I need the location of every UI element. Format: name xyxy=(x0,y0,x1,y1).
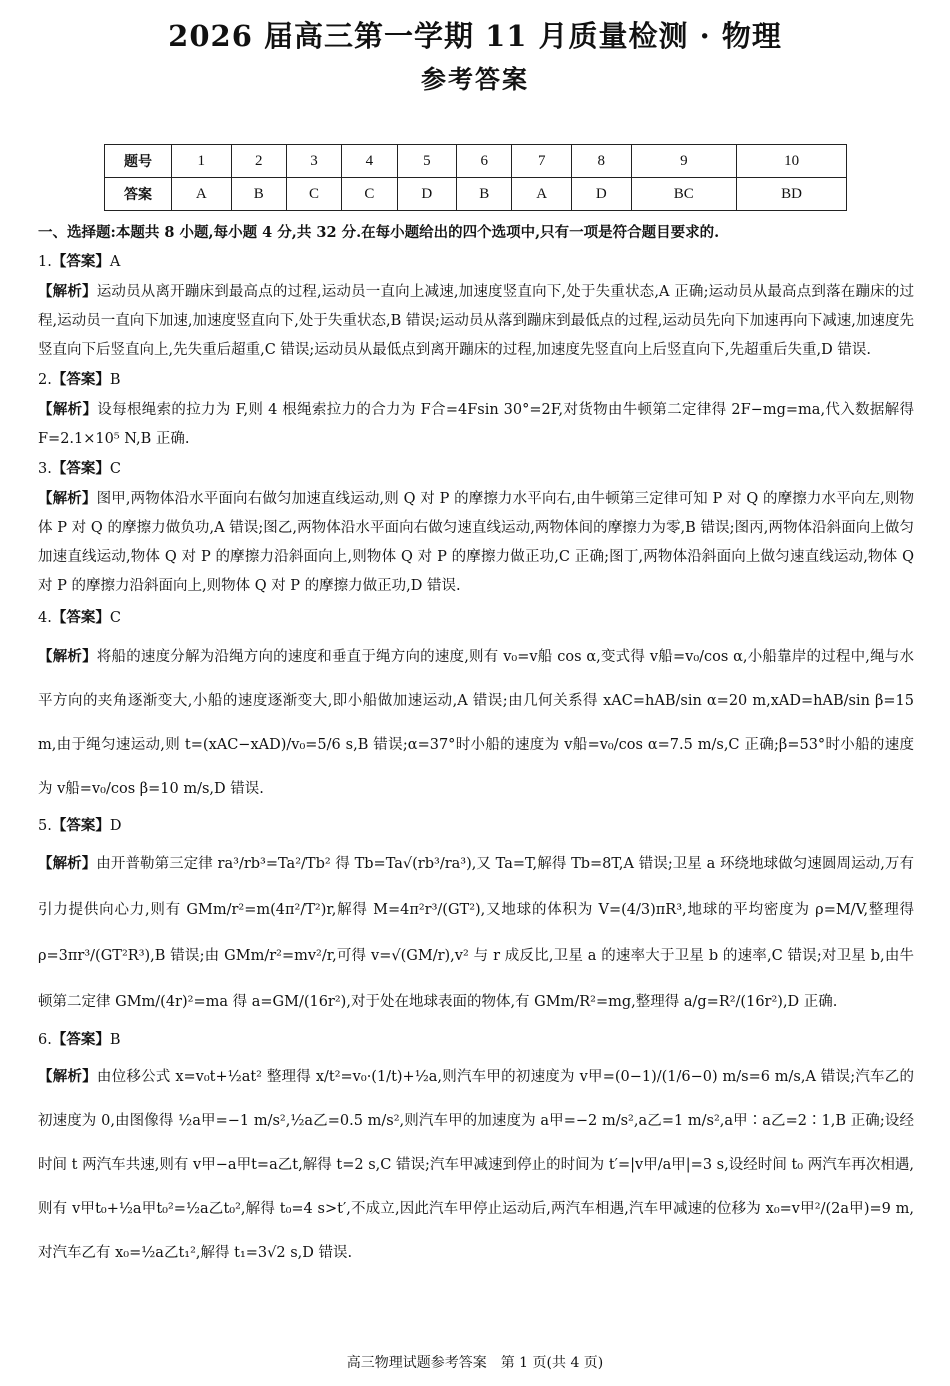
answer-tag: 【答案】 xyxy=(51,253,110,270)
explanation-tag: 【解析】 xyxy=(38,648,97,665)
table-cell: C xyxy=(342,178,397,211)
answer-line xyxy=(38,365,914,395)
question-block-1 xyxy=(38,247,914,365)
question-block-5 xyxy=(38,811,914,1025)
table-cell: A xyxy=(172,178,232,211)
table-cell: 7 xyxy=(512,145,572,178)
answer-value: B xyxy=(109,1032,121,1048)
row-label-answer: 答案 xyxy=(105,178,172,211)
answer-value: C xyxy=(109,610,121,626)
table-cell: 10 xyxy=(737,145,847,178)
page-subtitle: 参考答案 xyxy=(420,65,529,94)
answer-tag: 【答案】 xyxy=(51,817,110,834)
answer-value: A xyxy=(109,254,121,270)
answer-tag: 【答案】 xyxy=(51,460,110,477)
section-heading: 一、选择题:本题共 8 小题,每小题 4 分,共 32 分.在每小题给出的四个选项中,只有一项是符合题目要求的. xyxy=(38,224,720,241)
table-cell: B xyxy=(457,178,512,211)
explanation-tag: 【解析】 xyxy=(38,283,97,300)
question-number: 5. xyxy=(38,818,52,834)
explanation-text: 设每根绳索的拉力为 F,则 4 根绳索拉力的合力为 F合=4Fsin 30°=2F,对货物由牛顿第二定律得 2F−mg=ma,代入数据解得 F=2.1×10⁵ N,B 正确. xyxy=(38,402,914,447)
document-body xyxy=(38,218,914,1275)
table-cell: D xyxy=(571,178,631,211)
explanation xyxy=(38,1055,914,1275)
explanation-tag: 【解析】 xyxy=(38,401,98,418)
explanation xyxy=(38,484,914,601)
question-number: 1. xyxy=(38,254,52,270)
answer-line xyxy=(38,601,914,635)
question-block-2 xyxy=(38,365,914,454)
question-block-4 xyxy=(38,601,914,811)
answer-table-row-numbers xyxy=(105,145,847,178)
explanation-tag: 【解析】 xyxy=(38,490,97,507)
table-cell: C xyxy=(286,178,341,211)
table-cell: 5 xyxy=(397,145,457,178)
table-cell: A xyxy=(512,178,572,211)
question-number: 6. xyxy=(38,1032,52,1048)
answer-value: D xyxy=(109,818,122,834)
explanation-text: 运动员从离开蹦床到最高点的过程,运动员一直向上减速,加速度竖直向下,处于失重状态,A 正确;运动员从最高点到落在蹦床的过程,运动员一直向下加速,加速度竖直向下,处于失重状态,B 错误;运动员从落到蹦床到最低点的过程,运动员先向下加速再向下减速,加速度先竖直向下后竖直向上,先失重后超重,C 错误;运动员从最低点到离开蹦床的过程,加速度先竖直向上后竖直向下,先超重后失重,D 错误. xyxy=(38,284,914,358)
answer-line xyxy=(38,811,914,841)
answer-table-row-answers xyxy=(105,178,847,211)
answer-line xyxy=(38,1025,914,1055)
explanation-tag: 【解析】 xyxy=(38,1068,97,1085)
question-number: 3. xyxy=(38,461,52,477)
table-cell: 9 xyxy=(631,145,737,178)
answer-value: B xyxy=(109,372,121,388)
row-label-number: 题号 xyxy=(105,145,172,178)
answer-tag: 【答案】 xyxy=(51,609,110,626)
table-cell: 3 xyxy=(286,145,341,178)
question-number: 2. xyxy=(38,372,52,388)
table-cell: BD xyxy=(737,178,847,211)
answer-line xyxy=(38,454,914,484)
table-cell: 4 xyxy=(342,145,397,178)
page-footer: 高三物理试题参考答案 第 1 页(共 4 页) xyxy=(346,1355,604,1371)
explanation-text: 由开普勒第三定律 ra³/rb³=Ta²/Tb² 得 Tb=Ta√(rb³/ra³),又 Ta=T,解得 Tb=8T,A 错误;卫星 a 环绕地球做匀速圆周运动,万有引力提供向心力,则有 GMm/r²=m(4π²/T²)r,解得 M=4π²r³/(GT²),又地球的体积为 V=(4/3)πR³,地球的平均密度为 ρ=M/V,整理得 ρ=3πr³/(GT²R³),B 错误;由 GMm/r²=mv²/r,可得 v=√(GM/r),v² 与 r 成反比,卫星 a 的速率大于卫星 b 的速率,C 错误;对卫星 b,由牛顿第二定律 GMm/(4r)²=ma 得 a=GM/(16r²),对于处在地球表面的物体,有 GMm/R²=mg,整理得 a/g=R²/(16r²),D 正确. xyxy=(38,856,915,1010)
question-block-6 xyxy=(38,1025,914,1275)
question-block-3 xyxy=(38,454,914,601)
table-cell: 8 xyxy=(571,145,631,178)
explanation xyxy=(38,635,914,811)
explanation xyxy=(38,841,914,1025)
answer-tag: 【答案】 xyxy=(51,1031,110,1048)
answer-table xyxy=(104,144,847,211)
table-cell: D xyxy=(397,178,457,211)
answer-value: C xyxy=(109,461,121,477)
table-cell: 2 xyxy=(231,145,286,178)
table-cell: 6 xyxy=(457,145,512,178)
explanation xyxy=(38,277,914,365)
page-title: 2026 届高三第一学期 11 月质量检测 · 物理 xyxy=(168,19,782,53)
table-cell: B xyxy=(231,178,286,211)
answer-tag: 【答案】 xyxy=(51,371,110,388)
answer-line xyxy=(38,247,914,277)
explanation-tag: 【解析】 xyxy=(38,855,97,872)
question-number: 4. xyxy=(38,610,52,626)
table-cell: BC xyxy=(631,178,737,211)
explanation-text: 由位移公式 x=v₀t+½at² 整理得 x/t²=v₀·(1/t)+½a,则汽车甲的初速度为 v甲=(0−1)/(1/6−0) m/s=6 m/s,A 错误;汽车乙的初速度为 0,由图像得 ½a甲=−1 m/s²,½a乙=0.5 m/s²,则汽车甲的加速度为 a甲=−2 m/s²,a乙=1 m/s²,a甲∶a乙=2∶1,B 正确;设经时间 t 两汽车共速,则有 v甲−a甲t=a乙t,解得 t=2 s,C 错误;汽车甲减速到停止的时间为 t′=|v甲/a甲|=3 s,设经时间 t₀ 两汽车再次相遇,则有 v甲t₀+½a甲t₀²=½a乙t₀²,解得 t₀=4 s>t′,不成立,因此汽车甲停止运动后,两汽车相遇,汽车甲减速的位移为 x₀=v甲²/(2a甲)=9 m,对汽车乙有 x₀=½a乙t₁²,解得 t₁=3√2 s,D 错误. xyxy=(38,1069,915,1261)
explanation-text: 将船的速度分解为沿绳方向的速度和垂直于绳方向的速度,则有 v₀=v船 cos α,变式得 v船=v₀/cos α,小船靠岸的过程中,绳与水平方向的夹角逐渐变大,小船的速度逐渐变大,即小船做加速运动,A 错误;由几何关系得 xAC=hAB/sin α=20 m,xAD=hAB/sin β=15 m,由于绳匀速运动,则 t=(xAC−xAD)/v₀=5/6 s,B 错误;α=37°时小船的速度为 v船=v₀/cos α=7.5 m/s,C 正确;β=53°时小船的速度为 v船=v₀/cos β=10 m/s,D 错误. xyxy=(38,649,914,797)
explanation xyxy=(38,395,914,454)
table-cell: 1 xyxy=(172,145,232,178)
explanation-text: 图甲,两物体沿水平面向右做匀加速直线运动,则 Q 对 P 的摩擦力水平向右,由牛顿第三定律可知 P 对 Q 的摩擦力水平向左,则物体 P 对 Q 的摩擦力做负功,A 错误;图乙,两物体沿水平面向右做匀速直线运动,两物体间的摩擦力为零,B 错误;图丙,两物体沿斜面向上做匀加速直线运动,物体 Q 对 P 的摩擦力沿斜面向上,则物体 Q 对 P 的摩擦力做正功,C 正确;图丁,两物体沿斜面向上做匀速直线运动,物体 Q 对 P 的摩擦力沿斜面向上,则物体 Q 对 P 的摩擦力做正功,D 错误. xyxy=(38,491,915,594)
